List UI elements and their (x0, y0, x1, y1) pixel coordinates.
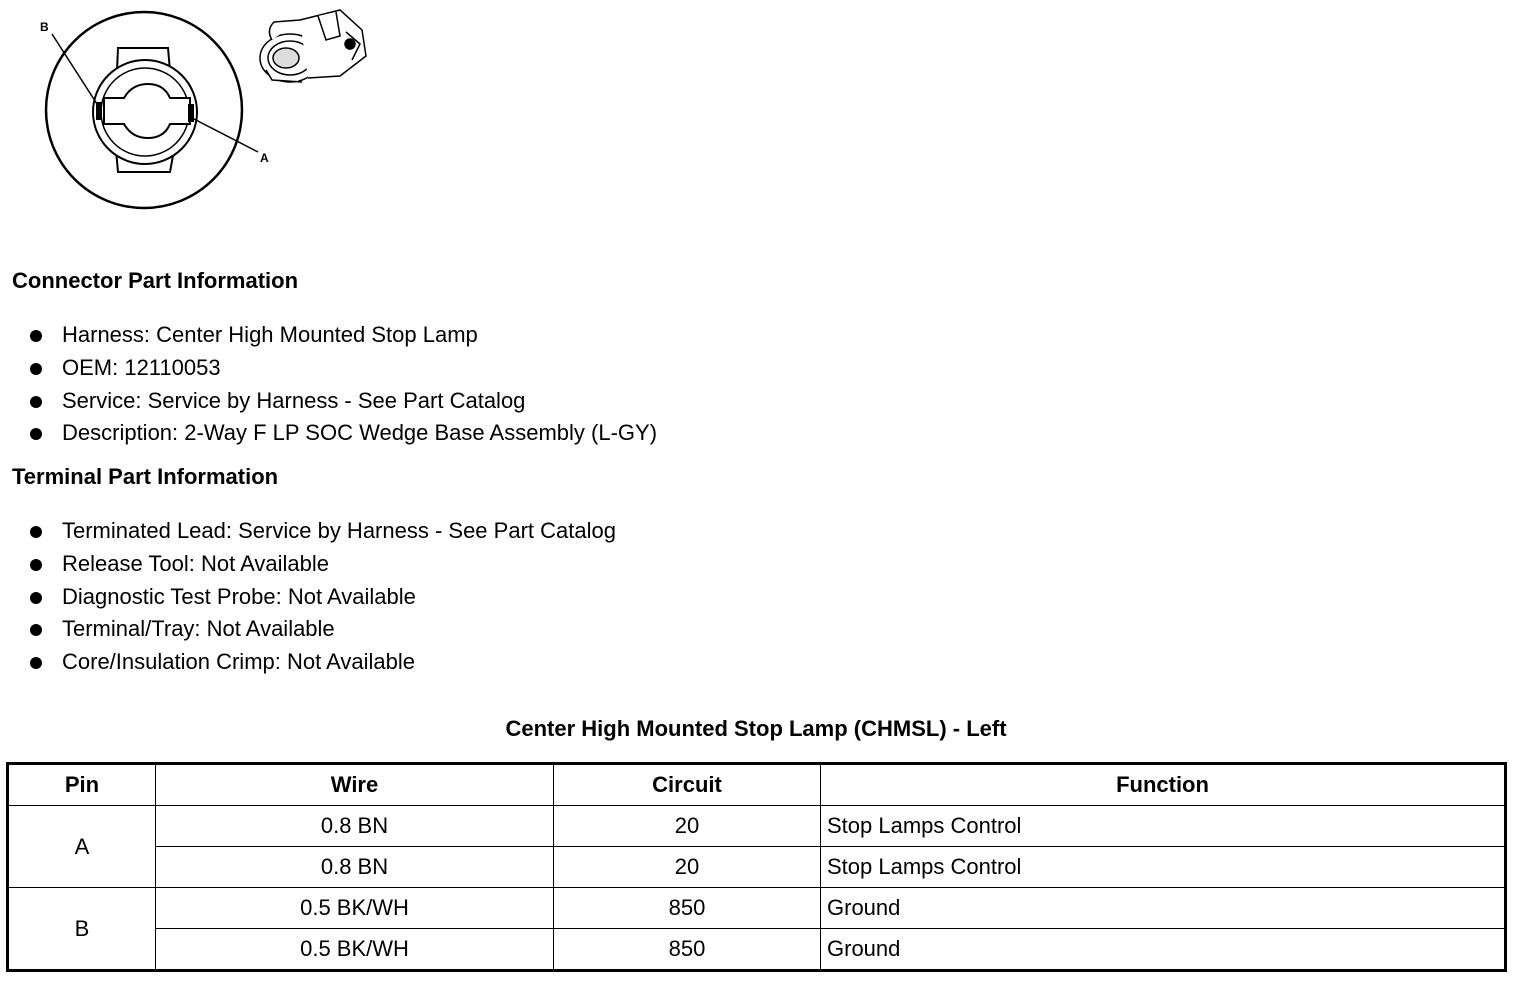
terminal-info-list (28, 515, 616, 679)
cell-wire: 0.5 BK/WH (156, 929, 554, 971)
bullet-icon (30, 396, 42, 408)
leader-line-a (192, 118, 258, 152)
table-row (8, 806, 1506, 847)
connector-section-heading: Connector Part Information (12, 268, 299, 293)
table-title: Center High Mounted Stop Lamp (CHMSL) - Left (505, 716, 1007, 741)
bullet-icon (30, 428, 42, 440)
list-item: OEM: 12110053 (28, 352, 657, 385)
list-item: Service: Service by Harness - See Part Catalog (28, 385, 657, 418)
cell-function: Ground (821, 929, 1506, 971)
list-item: Release Tool: Not Available (28, 548, 616, 581)
cell-circuit: 850 (554, 929, 821, 971)
header-function: Function (821, 764, 1506, 806)
label-b: B (40, 20, 49, 34)
connector-info-list (28, 319, 657, 450)
list-item: Core/Insulation Crimp: Not Available (28, 646, 616, 679)
pinout-table (6, 762, 1507, 972)
header-pin: Pin (8, 764, 156, 806)
cell-function: Stop Lamps Control (821, 847, 1506, 888)
cell-pin: B (8, 888, 156, 971)
bullet-icon (30, 559, 42, 571)
list-item: Diagnostic Test Probe: Not Available (28, 581, 616, 614)
list-item: Terminated Lead: Service by Harness - See Part Catalog (28, 515, 616, 548)
leader-line-b (52, 34, 97, 104)
connector-diagram (0, 0, 400, 220)
bullet-icon (30, 363, 42, 375)
cell-circuit: 20 (554, 806, 821, 847)
cell-pin: A (8, 806, 156, 888)
connector-3d-view (260, 10, 366, 82)
cell-wire: 0.8 BN (156, 847, 554, 888)
bullet-icon (30, 592, 42, 604)
header-circuit: Circuit (554, 764, 821, 806)
terminal-b (96, 102, 102, 120)
cell-circuit: 20 (554, 847, 821, 888)
cell-circuit: 850 (554, 888, 821, 929)
cell-function: Ground (821, 888, 1506, 929)
bullet-icon (30, 624, 42, 636)
label-a: A (260, 151, 269, 165)
table-row (8, 847, 1506, 888)
list-item: Terminal/Tray: Not Available (28, 613, 616, 646)
list-item: Description: 2-Way F LP SOC Wedge Base Assembly (L-GY) (28, 417, 657, 450)
cell-wire: 0.8 BN (156, 806, 554, 847)
list-item: Harness: Center High Mounted Stop Lamp (28, 319, 657, 352)
table-row (8, 929, 1506, 971)
table-row (8, 888, 1506, 929)
bullet-icon (30, 330, 42, 342)
bullet-icon (30, 526, 42, 538)
header-wire: Wire (156, 764, 554, 806)
terminal-section-heading: Terminal Part Information (12, 464, 279, 489)
cell-function: Stop Lamps Control (821, 806, 1506, 847)
bullet-icon (30, 657, 42, 669)
table-header-row (8, 764, 1506, 806)
cell-wire: 0.5 BK/WH (156, 888, 554, 929)
